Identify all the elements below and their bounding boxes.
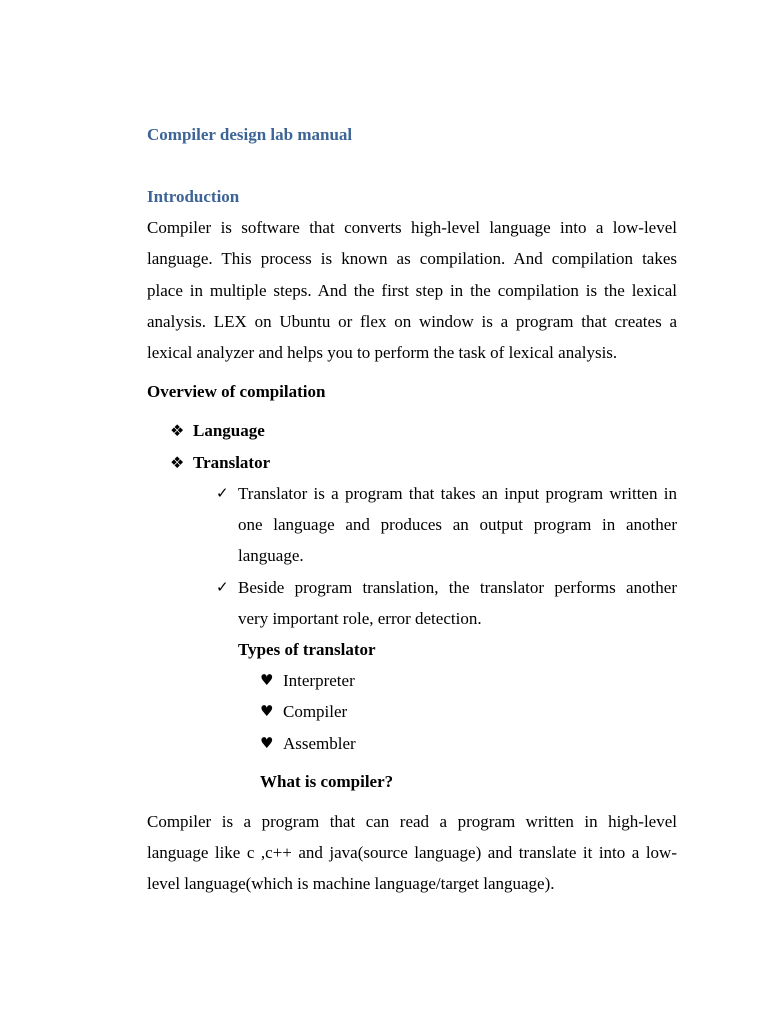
translator-point-line: Beside program translation, the translator performs another [238, 578, 677, 597]
what-is-compiler-heading: What is compiler? [260, 772, 394, 791]
translator-point-line: language. [238, 546, 304, 565]
list-item: Interpreter [283, 671, 355, 690]
heart-bullet-icon: ♥ [260, 702, 274, 720]
heart-bullet-icon: ♥ [260, 671, 274, 689]
intro-line: lexical analyzer and helps you to perform the task of lexical analysis. [147, 343, 618, 362]
intro-line: place in multiple steps. And the first step in the compilation is the lexical [147, 281, 677, 300]
types-heading: Types of translator [238, 640, 376, 659]
heart-bullet-icon: ♥ [260, 734, 274, 752]
translator-point-line: one language and produces an output program in another [238, 515, 677, 534]
compiler-line: level language(which is machine language/target language). [147, 874, 555, 893]
diamond-bullet-icon: ❖ [170, 453, 185, 472]
introduction-heading: Introduction [147, 187, 240, 206]
list-item: Translator [193, 453, 271, 472]
compiler-line: Compiler is a program that can read a program written in high-level [147, 812, 677, 831]
list-item: Assembler [283, 734, 356, 753]
checkmark-icon: ✓ [216, 484, 229, 502]
compiler-line: language like c ,c++ and java(source language) and translate it into a low- [147, 843, 677, 862]
intro-line: Compiler is software that converts high-level language into a low-level [147, 218, 677, 237]
document-title: Compiler design lab manual [147, 125, 353, 144]
checkmark-icon: ✓ [216, 578, 229, 596]
intro-line: analysis. LEX on Ubuntu or flex on window is a program that creates a [147, 312, 677, 331]
translator-point-line: very important role, error detection. [238, 609, 482, 628]
list-item: Language [193, 421, 265, 440]
overview-heading: Overview of compilation [147, 382, 326, 401]
translator-point-line: Translator is a program that takes an input program written in [238, 484, 677, 503]
diamond-bullet-icon: ❖ [170, 421, 185, 440]
list-item: Compiler [283, 702, 348, 721]
intro-line: language. This process is known as compilation. And compilation takes [147, 249, 677, 268]
